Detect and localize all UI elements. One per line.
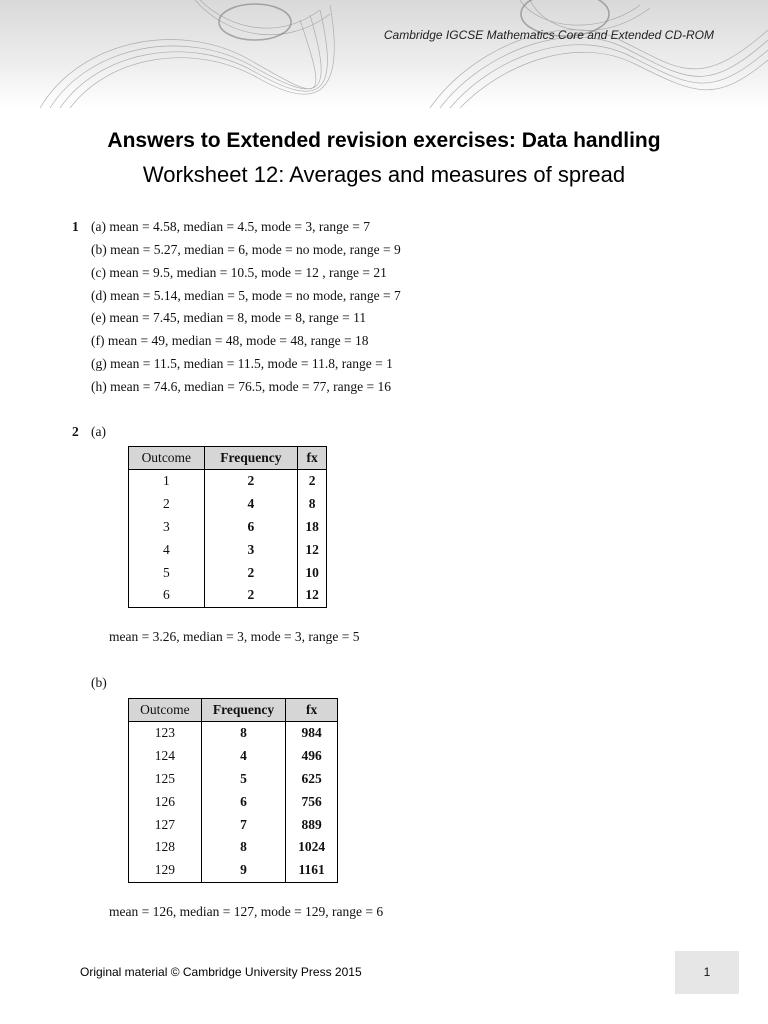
header-banner	[0, 0, 768, 108]
frequency-cell: 3	[204, 538, 298, 561]
q1-answer-g: (g) mean = 11.5, median = 11.5, mode = 11.8, range = 1	[91, 356, 393, 371]
frequency-cell: 8	[201, 722, 286, 745]
q2-part-b-label: (b)	[91, 675, 107, 690]
outcome-cell: 5	[129, 561, 205, 584]
q1-answer-c: (c) mean = 9.5, median = 10.5, mode = 12 , range = 21	[91, 265, 387, 280]
frequency-cell: 6	[204, 516, 298, 539]
fx-cell: 10	[298, 561, 327, 584]
frequency-cell: 4	[201, 745, 286, 768]
frequency-cell: 2	[204, 584, 298, 607]
outcome-cell: 129	[129, 859, 202, 882]
fx-cell: 12	[298, 538, 327, 561]
outcome-cell: 3	[129, 516, 205, 539]
q1-answer-d: (d) mean = 5.14, median = 5, mode = no mode, range = 7	[91, 288, 401, 303]
column-header-fx: fx	[286, 699, 338, 722]
q1-answer-a: (a) mean = 4.58, median = 4.5, mode = 3, range = 7	[91, 219, 371, 234]
fx-cell: 2	[298, 470, 327, 493]
q1-answer-e: (e) mean = 7.45, median = 8, mode = 8, range = 11	[91, 310, 367, 325]
frequency-table-a	[128, 446, 327, 608]
outcome-cell: 123	[129, 722, 202, 745]
fx-cell: 984	[286, 722, 338, 745]
fx-cell: 889	[286, 813, 338, 836]
outcome-cell: 2	[129, 493, 205, 516]
column-header-fx: fx	[298, 447, 327, 470]
outcome-cell: 1	[129, 470, 205, 493]
column-header-frequency: Frequency	[201, 699, 286, 722]
table-row	[129, 561, 327, 584]
table-row	[129, 516, 327, 539]
table-header-row	[129, 699, 338, 722]
fx-cell: 18	[298, 516, 327, 539]
table-row	[129, 768, 338, 791]
table-row	[129, 538, 327, 561]
column-header-frequency: Frequency	[204, 447, 298, 470]
frequency-cell: 4	[204, 493, 298, 516]
outcome-cell: 125	[129, 768, 202, 791]
fx-cell: 1161	[286, 859, 338, 882]
table-row	[129, 813, 338, 836]
column-header-outcome: Outcome	[129, 699, 202, 722]
frequency-cell: 6	[201, 790, 286, 813]
decorative-wave-graphic	[0, 0, 768, 108]
frequency-table-b	[128, 698, 338, 883]
fx-cell: 8	[298, 493, 327, 516]
question-2-number: 2	[72, 424, 79, 439]
q2-part-b-summary: mean = 126, median = 127, mode = 129, range = 6	[109, 904, 384, 919]
fx-cell: 496	[286, 745, 338, 768]
footer-copyright: Original material © Cambridge University Press 2015	[80, 965, 362, 979]
table-row	[129, 859, 338, 882]
q1-answer-b: (b) mean = 5.27, median = 6, mode = no mode, range = 9	[91, 242, 401, 257]
page-title: Answers to Extended revision exercises: Data handling	[107, 129, 661, 152]
outcome-cell: 124	[129, 745, 202, 768]
frequency-cell: 2	[204, 470, 298, 493]
q1-answer-h: (h) mean = 74.6, median = 76.5, mode = 77, range = 16	[91, 379, 392, 394]
column-header-outcome: Outcome	[129, 447, 205, 470]
fx-cell: 1024	[286, 836, 338, 859]
frequency-cell: 2	[204, 561, 298, 584]
table-row	[129, 722, 338, 745]
table-row	[129, 470, 327, 493]
frequency-cell: 7	[201, 813, 286, 836]
frequency-cell: 5	[201, 768, 286, 791]
outcome-cell: 4	[129, 538, 205, 561]
fx-cell: 756	[286, 790, 338, 813]
q2-part-a-label: (a)	[91, 424, 106, 439]
table-row	[129, 836, 338, 859]
table-header-row	[129, 447, 327, 470]
table-row	[129, 493, 327, 516]
page-number: 1	[703, 965, 711, 979]
header-product-name: Cambridge IGCSE Mathematics Core and Extended CD-ROM	[383, 28, 714, 42]
outcome-cell: 128	[129, 836, 202, 859]
table-row	[129, 790, 338, 813]
outcome-cell: 127	[129, 813, 202, 836]
q1-answer-f: (f) mean = 49, median = 48, mode = 48, range = 18	[91, 333, 369, 348]
page-number-box	[675, 951, 739, 994]
frequency-cell: 8	[201, 836, 286, 859]
outcome-cell: 6	[129, 584, 205, 607]
fx-cell: 625	[286, 768, 338, 791]
table-row	[129, 745, 338, 768]
table-row	[129, 584, 327, 607]
fx-cell: 12	[298, 584, 327, 607]
outcome-cell: 126	[129, 790, 202, 813]
q2-part-a-summary: mean = 3.26, median = 3, mode = 3, range = 5	[109, 629, 360, 644]
frequency-cell: 9	[201, 859, 286, 882]
page-subtitle: Worksheet 12: Averages and measures of spread	[142, 162, 626, 187]
question-1-number: 1	[72, 219, 79, 234]
